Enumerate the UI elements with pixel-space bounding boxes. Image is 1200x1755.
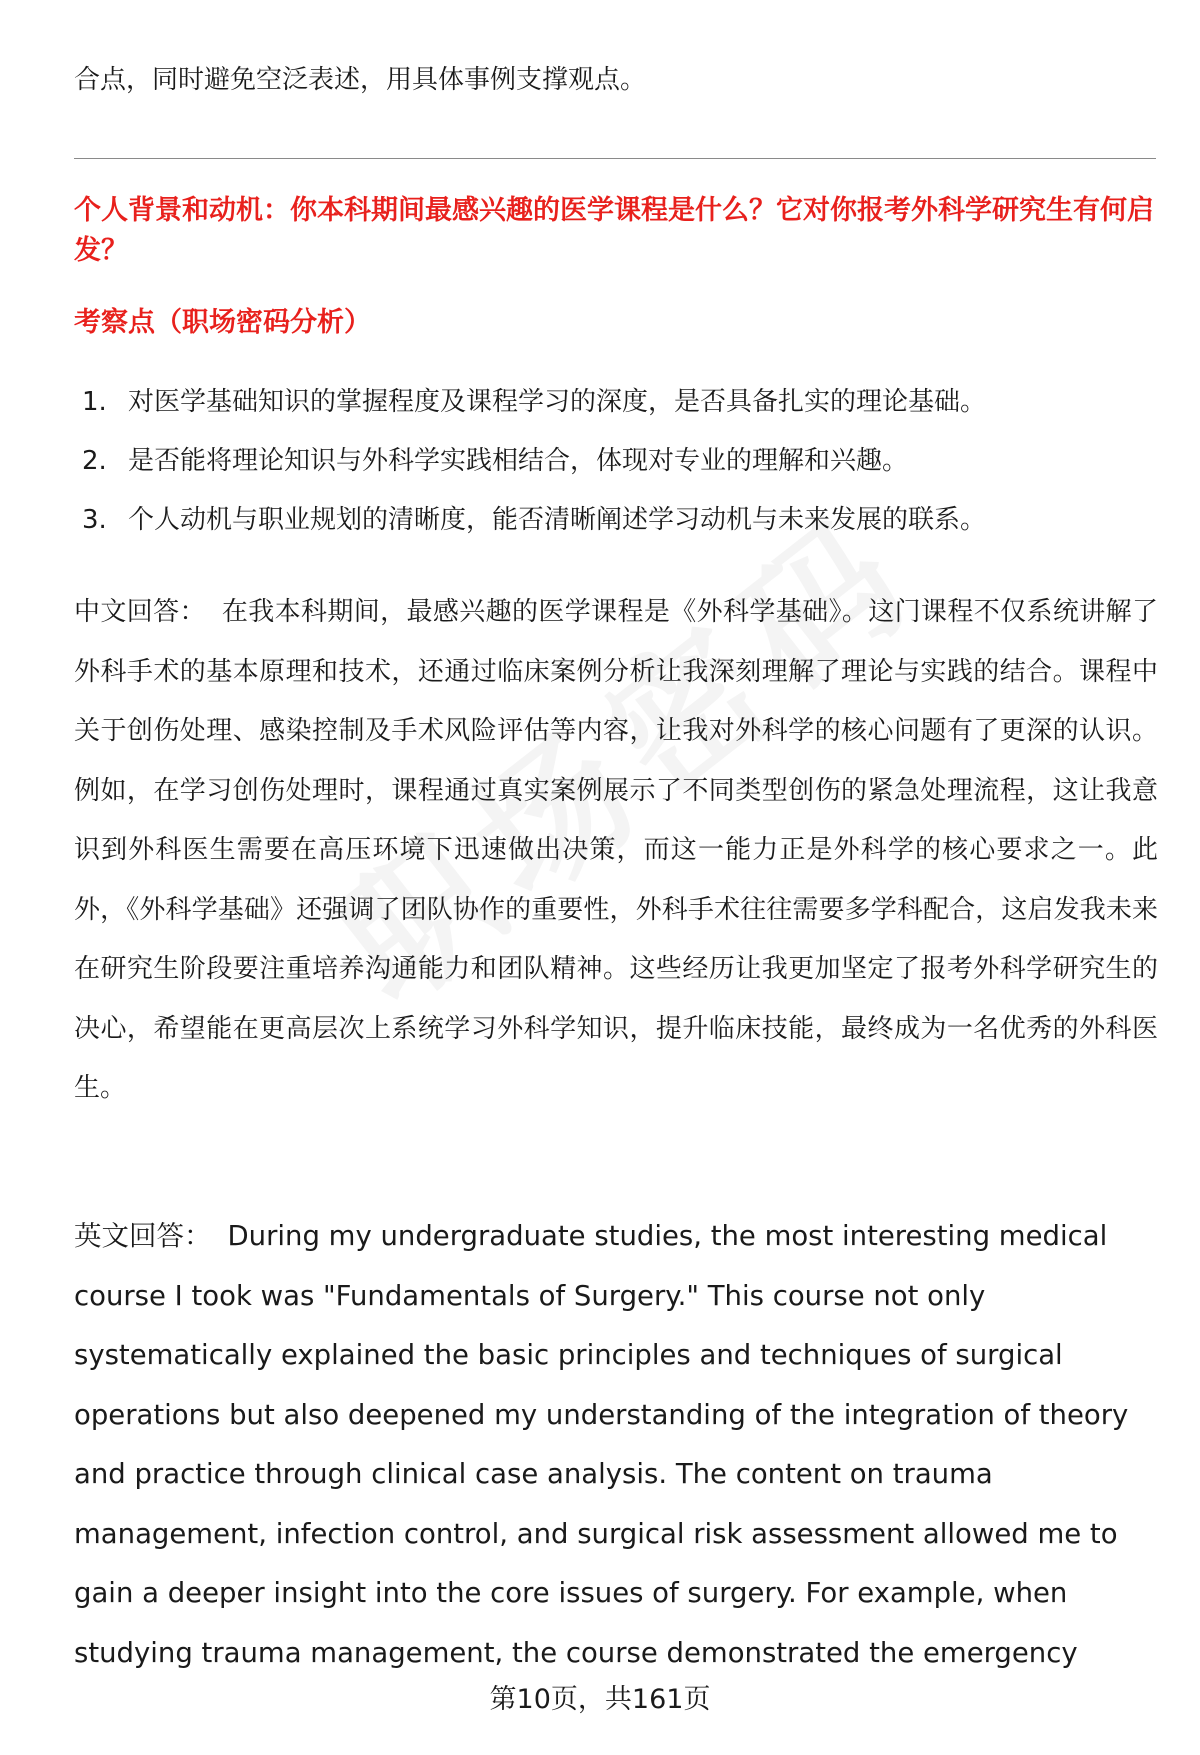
list-item-number: 2. bbox=[82, 446, 107, 476]
chinese-answer bbox=[74, 583, 1158, 1119]
carryover-text: 合点，同时避免空泛表述，用具体事例支撑观点。 bbox=[74, 65, 647, 95]
english-answer-text: During my undergraduate studies, the most interesting medical course I took was "Fundamentals of Surgery." This course not only systematically explained the basic principles and techniques of surgical operations but also deepened my understanding of the integration of theory and practice through clinical case analysis. The content on trauma management, infection control, and surgical risk assessment allowed me to gain a deeper insight into the core issues of surgery. For example, when studying trauma management, the course demonstrated the emergency bbox=[74, 1220, 1129, 1669]
question-heading: 个人背景和动机：你本科期间最感兴趣的医学课程是什么？它对你报考外科学研究生有何启发？ bbox=[74, 195, 1154, 266]
list-item-number: 3. bbox=[82, 505, 107, 535]
english-answer bbox=[74, 1207, 1158, 1683]
list-item-text: 对医学基础知识的掌握程度及课程学习的深度，是否具备扎实的理论基础。 bbox=[128, 387, 987, 417]
list-item-text: 个人动机与职业规划的清晰度，能否清晰阐述学习动机与未来发展的联系。 bbox=[128, 505, 987, 535]
english-answer-label: 英文回答： bbox=[74, 1220, 212, 1252]
list-item-text: 是否能将理论知识与外科学实践相结合，体现对专业的理解和兴趣。 bbox=[128, 446, 909, 476]
section-title: 考察点（职场密码分析） bbox=[74, 307, 371, 338]
list-item bbox=[82, 500, 1162, 559]
list-item bbox=[82, 382, 1162, 441]
page-number-footer: 第10页，共161页 bbox=[489, 1684, 711, 1715]
chinese-answer-label: 中文回答： bbox=[74, 597, 206, 627]
list-item bbox=[82, 441, 1162, 500]
chinese-answer-text: 在我本科期间，最感兴趣的医学课程是《外科学基础》。这门课程不仅系统讲解了外科手术的基本原理和技术，还通过临床案例分析让我深刻理解了理论与实践的结合。课程中关于创伤处理、感染控制及手术风险评估等内容，让我对外科学的核心问题有了更深的认识。例如，在学习创伤处理时，课程通过真实案例展示了不同类型创伤的紧急处理流程，这让我意识到外科医生需要在高压环境下迅速做出决策，而这一能力正是外科学的核心要求之一。此外，《外科学基础》还强调了团队协作的重要性，外科手术往往需要多学科配合，这启发我未来在研究生阶段要注重培养沟通能力和团队精神。这些经历让我更加坚定了报考外科学研究生的决心，希望能在更高层次上系统学习外科学知识，提升临床技能，最终成为一名优秀的外科医生。 bbox=[74, 597, 1158, 1103]
list-item-number: 1. bbox=[82, 387, 107, 417]
section-divider bbox=[74, 158, 1156, 159]
assessment-points-list bbox=[82, 382, 1162, 559]
